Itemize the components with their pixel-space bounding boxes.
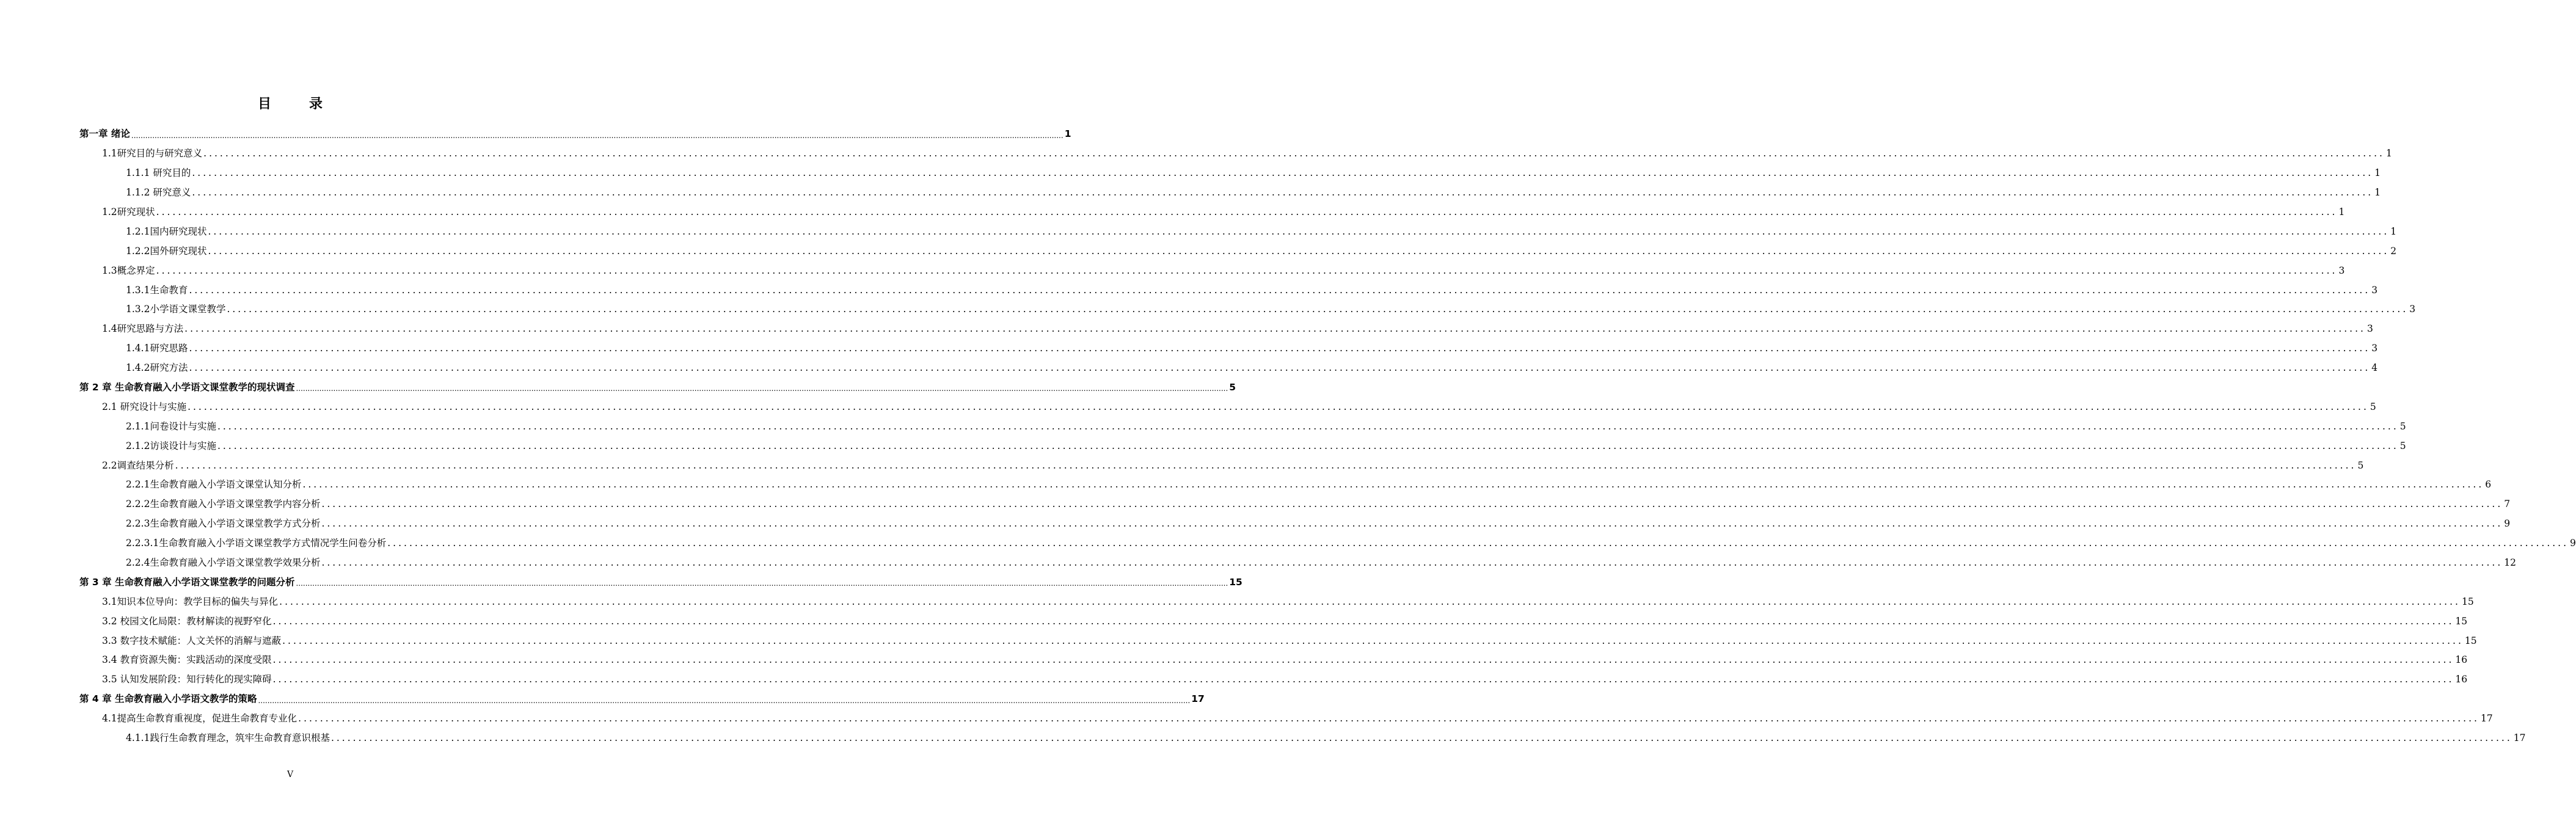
toc-entry-page-number: 16 (2455, 674, 2468, 685)
toc-entry-label: 3.1知识本位导向：教学目标的偏失与异化 (102, 596, 279, 607)
toc-entry-label: 2.2.4生命教育融入小学语文课堂教学效果分析 (126, 556, 321, 568)
toc-entry-page-number: 3 (2409, 304, 2416, 315)
dot-leader: ................................................................................................................................................................................................................................................................................................................................................................................................................ (272, 615, 2454, 627)
dot-leader: ................................................................................................................................................................................................................................................................................................................................................................................................................ (188, 401, 2369, 412)
toc-entry-page-number: 9 (2504, 518, 2511, 530)
table-of-contents (79, 122, 2576, 746)
toc-entry[interactable] (79, 200, 2345, 220)
toc-entry[interactable] (79, 570, 1242, 589)
dot-leader: ................................................................................................................................................................................................................................................................................................................................................................................................................ (156, 206, 2338, 217)
dot-leader: ................................................................................................................................................................................................................................................................................................................................................................................................................ (217, 440, 2399, 451)
toc-entry[interactable] (79, 668, 2468, 687)
dot-leader: ................................................................................................................................................................................................................................................................................................................................................................................................................ (296, 579, 1228, 588)
page-title: 目 录 (257, 97, 335, 112)
dot-leader: ................................................................................................................................................................................................................................................................................................................................................................................................................ (156, 265, 2338, 276)
toc-entry[interactable] (79, 142, 2392, 161)
dot-leader: ................................................................................................................................................................................................................................................................................................................................................................................................................ (184, 323, 2366, 335)
toc-entry-page-number: 5 (1229, 381, 1236, 393)
toc-entry-label: 1.3概念界定 (102, 265, 155, 276)
dot-leader: ................................................................................................................................................................................................................................................................................................................................................................................................................ (296, 384, 1228, 393)
dot-leader: ................................................................................................................................................................................................................................................................................................................................................................................................................ (189, 362, 2371, 374)
toc-entry[interactable] (79, 453, 2364, 473)
toc-entry-page-number: 17 (2513, 732, 2526, 743)
dot-leader: ................................................................................................................................................................................................................................................................................................................................................................................................................ (189, 343, 2371, 354)
toc-entry-label: 1.4研究思路与方法 (102, 323, 184, 335)
toc-entry-page-number: 15 (2461, 596, 2474, 607)
dot-leader: ................................................................................................................................................................................................................................................................................................................................................................................................................ (387, 538, 2569, 549)
toc-entry-label: 2.2.3.1生命教育融入小学语文课堂教学方式情况学生问卷分析 (126, 538, 387, 549)
toc-entry-label: 1.2.2国外研究现状 (126, 245, 207, 257)
toc-entry-label: 3.2 校园文化局限：教材解读的视野窄化 (102, 615, 272, 627)
toc-entry[interactable] (79, 629, 2477, 648)
toc-entry[interactable] (79, 707, 2493, 726)
toc-entry-label: 2.2.1生命教育融入小学语文课堂认知分析 (126, 479, 302, 491)
toc-entry-page-number: 6 (2485, 479, 2492, 491)
page-number-footer: V (286, 770, 294, 779)
toc-entry-page-number: 1 (2385, 148, 2392, 159)
toc-entry-page-number: 2 (2390, 245, 2397, 257)
dot-leader: ................................................................................................................................................................................................................................................................................................................................................................................................................ (282, 635, 2464, 646)
toc-entry-page-number: 15 (1229, 576, 1242, 588)
toc-entry[interactable] (79, 376, 1236, 395)
toc-entry-page-number: 15 (2455, 615, 2468, 627)
dot-leader: ................................................................................................................................................................................................................................................................................................................................................................................................................ (208, 225, 2390, 237)
dot-leader: ................................................................................................................................................................................................................................................................................................................................................................................................................ (131, 131, 1064, 140)
toc-entry[interactable] (79, 122, 1071, 142)
dot-leader: ................................................................................................................................................................................................................................................................................................................................................................................................................ (175, 459, 2357, 471)
toc-entry-page-number: 3 (2371, 343, 2378, 354)
dot-leader: ................................................................................................................................................................................................................................................................................................................................................................................................................ (321, 556, 2503, 568)
toc-entry-page-number: 5 (2399, 420, 2406, 432)
toc-entry[interactable] (79, 726, 2526, 746)
toc-entry[interactable] (79, 434, 2406, 453)
toc-entry-label: 3.5 认知发展阶段：知行转化的现实障碍 (102, 674, 272, 685)
toc-entry-page-number: 5 (2357, 459, 2364, 471)
dot-leader: ................................................................................................................................................................................................................................................................................................................................................................................................................ (279, 596, 2461, 607)
toc-entry-page-number: 1 (2374, 167, 2381, 179)
toc-entry-label: 2.1.1问卷设计与实施 (126, 420, 216, 432)
toc-entry-page-number: 17 (2480, 713, 2493, 724)
toc-entry-label: 2.1 研究设计与实施 (102, 401, 187, 412)
dot-leader: ................................................................................................................................................................................................................................................................................................................................................................................................................ (321, 498, 2503, 510)
toc-entry[interactable] (79, 239, 2397, 258)
toc-entry-page-number: 5 (2399, 440, 2406, 451)
dot-leader: ................................................................................................................................................................................................................................................................................................................................................................................................................ (272, 654, 2454, 666)
toc-entry-page-number: 12 (2504, 556, 2516, 568)
toc-entry-label: 1.1.1 研究目的 (126, 167, 191, 179)
toc-entry-label: 1.2研究现状 (102, 206, 155, 217)
toc-entry[interactable] (79, 356, 2378, 376)
toc-entry-page-number: 17 (1191, 693, 1205, 705)
toc-entry-label: 1.4.2研究方法 (126, 362, 188, 374)
dot-leader: ................................................................................................................................................................................................................................................................................................................................................................................................................ (192, 167, 2374, 179)
toc-entry-label: 1.4.1研究思路 (126, 343, 188, 354)
toc-entry[interactable] (79, 337, 2378, 356)
toc-entry-page-number: 3 (2371, 284, 2378, 296)
toc-entry-page-number: 1 (2374, 187, 2381, 199)
dot-leader: ................................................................................................................................................................................................................................................................................................................................................................................................................ (272, 674, 2454, 685)
dot-leader: ................................................................................................................................................................................................................................................................................................................................................................................................................ (302, 479, 2484, 491)
toc-entry-page-number: 7 (2504, 498, 2511, 510)
toc-entry-label: 1.1研究目的与研究意义 (102, 148, 203, 159)
toc-entry[interactable] (79, 317, 2373, 337)
toc-entry[interactable] (79, 219, 2397, 239)
toc-entry[interactable] (79, 395, 2376, 414)
dot-leader: ................................................................................................................................................................................................................................................................................................................................................................................................................ (330, 732, 2512, 743)
toc-entry-page-number: 4 (2371, 362, 2378, 374)
toc-entry-page-number: 1 (1064, 128, 1071, 140)
toc-entry-label: 1.1.2 研究意义 (126, 187, 191, 199)
toc-entry-label: 4.1提高生命教育重视度，促进生命教育专业化 (102, 713, 297, 724)
toc-entry-label: 第 2 章 生命教育融入小学语文课堂教学的现状调查 (79, 381, 295, 393)
toc-entry[interactable] (79, 648, 2468, 668)
toc-entry-label: 第 4 章 生命教育融入小学语文教学的策略 (79, 693, 257, 705)
toc-entry[interactable] (79, 297, 2416, 317)
toc-entry-page-number: 5 (2370, 401, 2376, 412)
dot-leader: ................................................................................................................................................................................................................................................................................................................................................................................................................ (208, 245, 2390, 257)
toc-entry-label: 1.2.1国内研究现状 (126, 225, 207, 237)
toc-entry[interactable] (79, 414, 2406, 434)
toc-entry-label: 2.2调查结果分析 (102, 459, 174, 471)
toc-entry-label: 4.1.1践行生命教育理念，筑牢生命教育意识根基 (126, 732, 330, 743)
toc-entry[interactable] (79, 589, 2474, 609)
toc-entry-label: 2.1.2访谈设计与实施 (126, 440, 216, 451)
toc-entry-page-number: 1 (2338, 206, 2345, 217)
dot-leader: ................................................................................................................................................................................................................................................................................................................................................................................................................ (192, 187, 2374, 199)
dot-leader: ................................................................................................................................................................................................................................................................................................................................................................................................................ (217, 420, 2399, 432)
dot-leader: ................................................................................................................................................................................................................................................................................................................................................................................................................ (258, 696, 1191, 705)
toc-entry[interactable] (79, 258, 2345, 278)
toc-entry-label: 3.4 教育资源失衡：实践活动的深度受限 (102, 654, 272, 666)
toc-entry-page-number: 3 (2366, 323, 2373, 335)
toc-entry-page-number: 16 (2455, 654, 2468, 666)
toc-entry-label: 1.3.2小学语文课堂教学 (126, 304, 226, 315)
toc-entry[interactable] (79, 181, 2381, 200)
toc-entry-page-number: 1 (2390, 225, 2397, 237)
toc-entry[interactable] (79, 687, 1205, 707)
toc-entry-page-number: 15 (2464, 635, 2477, 646)
toc-entry[interactable] (79, 492, 2511, 512)
dot-leader: ................................................................................................................................................................................................................................................................................................................................................................................................................ (321, 518, 2503, 530)
dot-leader: ................................................................................................................................................................................................................................................................................................................................................................................................................ (189, 284, 2371, 296)
toc-entry[interactable] (79, 551, 2516, 571)
dot-leader: ................................................................................................................................................................................................................................................................................................................................................................................................................ (298, 713, 2479, 724)
toc-entry[interactable] (79, 609, 2468, 629)
toc-entry[interactable] (79, 531, 2576, 551)
toc-entry-page-number: 9 (2570, 538, 2576, 549)
toc-entry-label: 3.3 数字技术赋能：人文关怀的消解与遮蔽 (102, 635, 282, 646)
toc-entry[interactable] (79, 512, 2511, 531)
toc-entry-page-number: 3 (2338, 265, 2345, 276)
toc-entry-label: 第一章 绪论 (79, 128, 130, 140)
toc-entry-label: 2.2.2生命教育融入小学语文课堂教学内容分析 (126, 498, 321, 510)
toc-entry[interactable] (79, 473, 2492, 492)
toc-entry-label: 2.2.3生命教育融入小学语文课堂教学方式分析 (126, 518, 321, 530)
toc-entry-label: 第 3 章 生命教育融入小学语文课堂教学的问题分析 (79, 576, 295, 588)
toc-entry-label: 1.3.1生命教育 (126, 284, 188, 296)
toc-entry[interactable] (79, 161, 2381, 181)
dot-leader: ................................................................................................................................................................................................................................................................................................................................................................................................................ (203, 148, 2385, 159)
dot-leader: ................................................................................................................................................................................................................................................................................................................................................................................................................ (227, 304, 2409, 315)
toc-entry[interactable] (79, 278, 2378, 297)
